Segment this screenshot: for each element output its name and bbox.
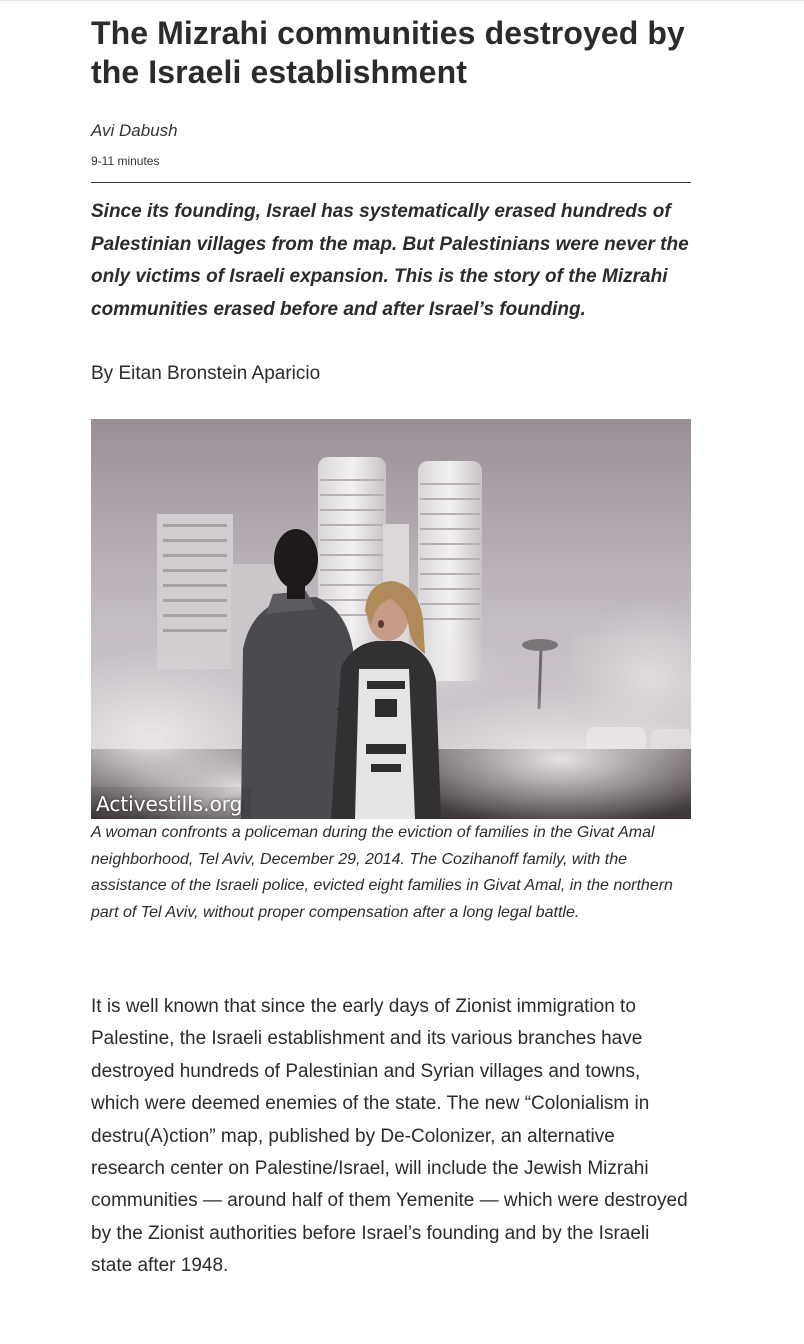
article-photo	[91, 419, 691, 819]
article	[91, 0, 691, 1283]
header-divider	[91, 182, 691, 183]
author-name: Avi Dabush	[91, 121, 178, 140]
byline: By Eitan Bronstein Aparicio	[91, 363, 321, 384]
article-lede: Since its founding, Israel has systematically erased hundreds of Palestinian villages from the map. But Palestinians were never the only victims of Israeli expansion. This is the story of the Mizrahi communities erased before and after Israel’s founding.	[91, 201, 689, 320]
photo-caption: A woman confronts a policeman during the eviction of families in the Givat Amal neighborhood, Tel Aviv, December 29, 2014. The Cozihanoff family, with the assistance of the Israeli police, evicted eight families in Givat Amal, in the northern part of Tel Aviv, without proper compensation after a long legal battle.	[91, 824, 673, 921]
read-time: 9-11 minutes	[91, 154, 160, 168]
body-paragraph: It is well known that since the early days of Zionist immigration to Palestine, the Israeli establishment and its various branches have destroyed hundreds of Palestinian and Syrian villages and towns, which were deemed enemies of the state. The new “Colonialism in destru(A)ction” map, published by De-Colonizer, an alternative research center on Palestine/Israel, will include the Jewish Mizrahi communities — around half of them Yemenite — which were destroyed by the Zionist authorities before Israel’s founding and by the Israeli state after 1948.	[91, 996, 688, 1277]
eviction-photo-image	[91, 419, 691, 819]
photo-watermark: Activestills.org	[96, 792, 243, 816]
article-title: The Mizrahi communities destroyed by the Israeli establishment	[91, 15, 685, 90]
